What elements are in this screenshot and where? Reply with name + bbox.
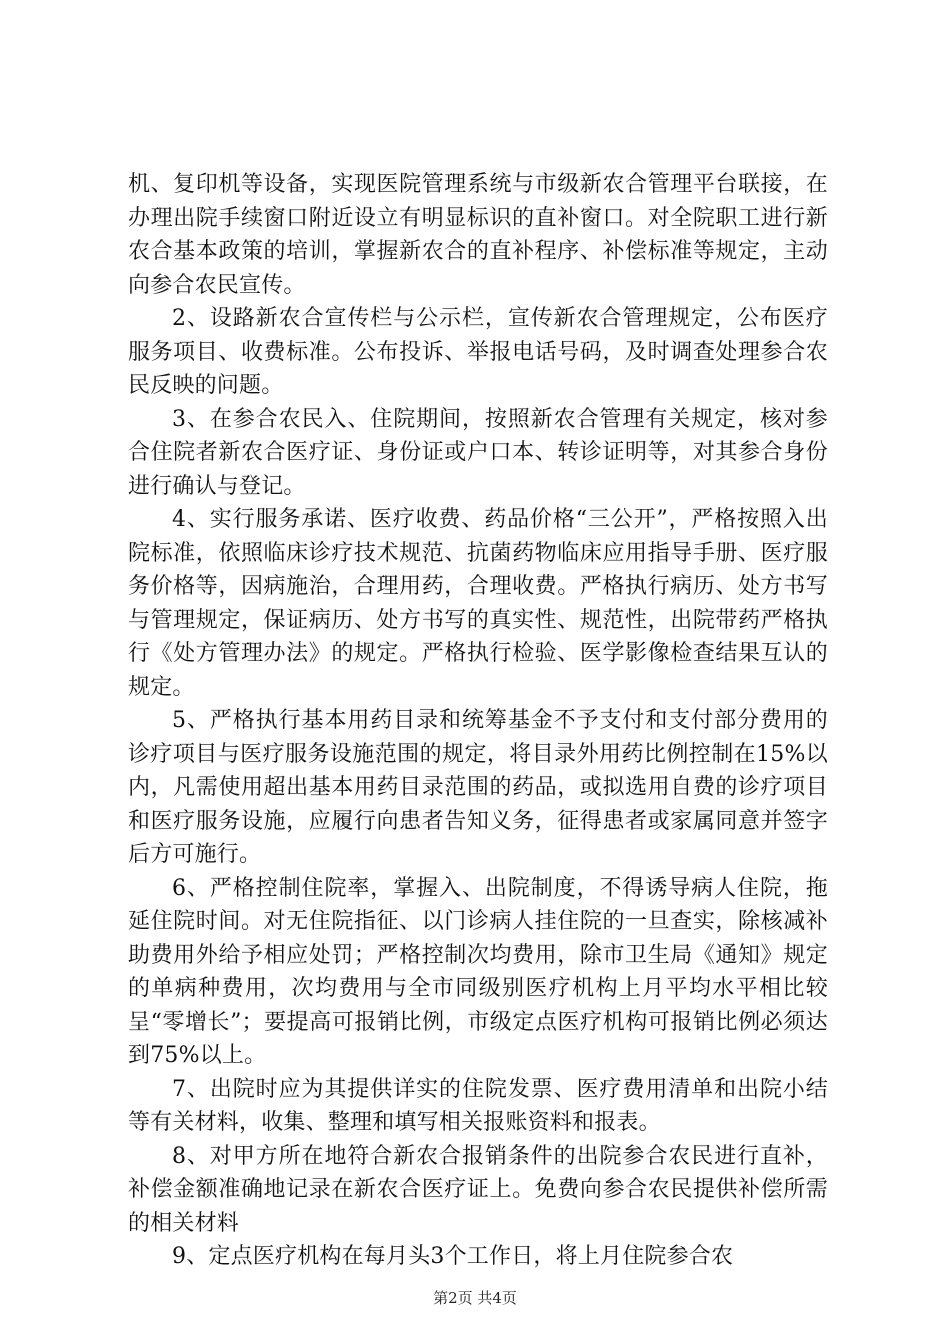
paragraph-item-9: 9、定点医疗机构在每月头3个工作日，将上月住院参合农 [172, 1244, 734, 1269]
paragraph-item-7: 7、出院时应为其提供详实的住院发票、医疗费用清单和出院小结等有关材料，收集、整理和填写相关报账资料和报表。 [128, 1076, 828, 1135]
paragraph-item-6: 6、严格控制住院率，掌握入、出院制度，不得诱导病人住院，拖延住院时间。对无住院指征、以门诊病人挂住院的一旦查实，除核减补助费用外给予相应处罚；严格控制次均费用，除市卫生局《通知》规定的单病种费用，次均费用与全市同级别医疗机构上月平均水平相比较呈“零增长”；要提高可报销比例，市级定点医疗机构可报销比例必须达到75%以上。 [128, 875, 828, 1068]
paragraph-item-3: 3、在参合农民入、住院期间，按照新农合管理有关规定，核对参合住院者新农合医疗证、身份证或户口本、转诊证明等，对其参合身份进行确认与登记。 [128, 406, 828, 499]
document-body [128, 168, 828, 1274]
page-number-footer: 第2页 共4页 [433, 1289, 517, 1307]
paragraph-item-2: 2、设路新农合宣传栏与公示栏，宣传新农合管理规定，公布医疗服务项目、收费标准。公布投诉、举报电话号码，及时调查处理参合农民反映的问题。 [128, 306, 828, 398]
paragraph-item-4: 4、实行服务承诺、医疗收费、药品价格“三公开”，严格按照入出院标准，依照临床诊疗技术规范、抗菌药物临床应用指导手册、医疗服务价格等，因病施治，合理用药，合理收费。严格执行病历、处方书写与管理规定，保证病历、处方书写的真实性、规范性，出院带药严格执行《处方管理办法》的规定。严格执行检验、医学影像检查结果互认的规定。 [128, 507, 828, 700]
paragraph-item-5: 5、严格执行基本用药目录和统筹基金不予支付和支付部分费用的诊疗项目与医疗服务设施范围的规定，将目录外用药比例控制在15%以内，凡需使用超出基本用药目录范围的药品，或拟选用自费的诊疗项目和医疗服务设施，应履行向患者告知义务，征得患者或家属同意并签字后方可施行。 [128, 708, 828, 867]
paragraph-continuation: 机、复印机等设备，实现医院管理系统与市级新农合管理平台联接，在办理出院手续窗口附近设立有明显标识的直补窗口。对全院职工进行新农合基本政策的培训，掌握新农合的直补程序、补偿标准等规定，主动向参合农民宣传。 [128, 172, 828, 298]
paragraph-item-8: 8、对甲方所在地符合新农合报销条件的出院参合农民进行直补，补偿金额准确地记录在新农合医疗证上。免费向参合农民提供补偿所需的相关材料 [128, 1143, 828, 1236]
